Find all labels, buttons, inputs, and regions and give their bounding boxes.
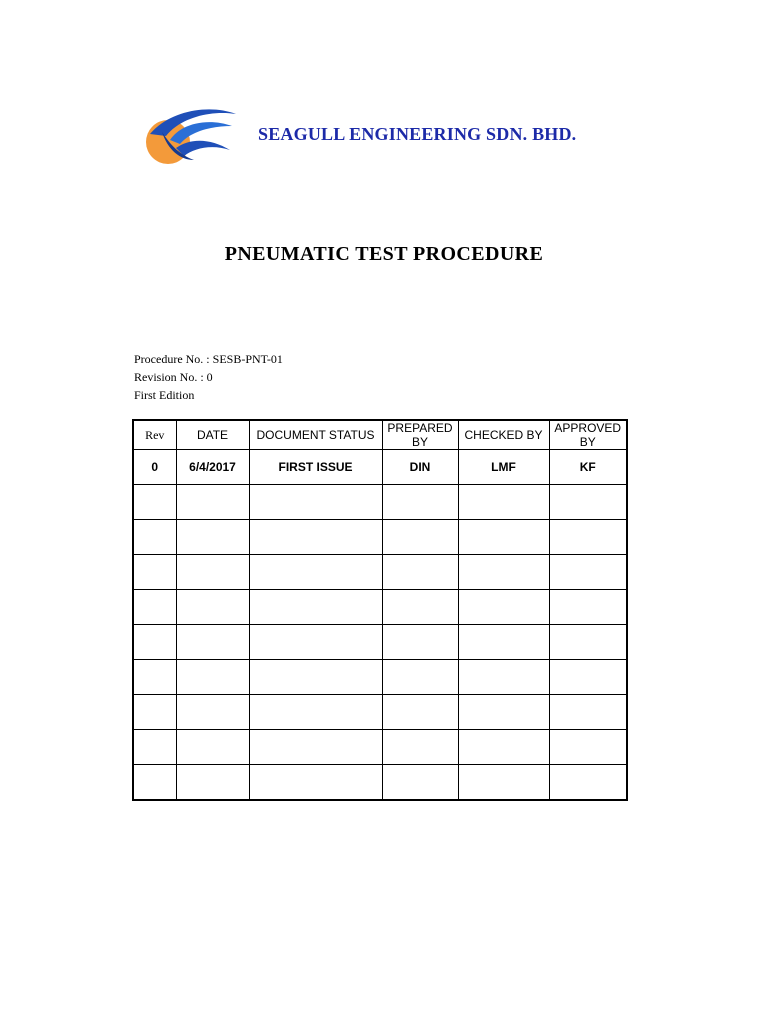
table-cell [382,485,458,520]
table-row [133,660,627,695]
table-row [133,555,627,590]
table-cell [133,695,176,730]
table-cell [549,625,627,660]
column-header: APPROVED BY [549,420,627,450]
table-cell [549,660,627,695]
table-cell [133,520,176,555]
table-cell: KF [549,450,627,485]
column-header: PREPARED BY [382,420,458,450]
table-cell [249,765,382,801]
table-cell [176,660,249,695]
table-cell [249,730,382,765]
table-cell [249,625,382,660]
table-cell [133,730,176,765]
procedure-number: Procedure No. : SESB-PNT-01 [134,352,283,366]
table-cell [176,695,249,730]
table-cell: 0 [133,450,176,485]
table-cell [176,590,249,625]
table-cell [458,695,549,730]
table-cell [249,485,382,520]
table-row [133,485,627,520]
edition: First Edition [134,388,195,402]
column-header: CHECKED BY [458,420,549,450]
table-cell [382,660,458,695]
table-cell [176,520,249,555]
table-cell [176,730,249,765]
column-header: DATE [176,420,249,450]
company-logo [140,104,240,168]
table-cell [176,485,249,520]
table-cell [133,555,176,590]
revision-table [132,419,628,801]
table-cell [176,625,249,660]
table-cell [133,590,176,625]
table-cell: DIN [382,450,458,485]
table-cell [249,590,382,625]
column-header: Rev [133,420,176,450]
table-cell [382,590,458,625]
table-cell [458,520,549,555]
table-cell [549,730,627,765]
table-cell [382,555,458,590]
table-row [133,625,627,660]
table-cell [133,765,176,801]
table-cell [382,625,458,660]
table-cell [133,485,176,520]
column-header: DOCUMENT STATUS [249,420,382,450]
revision-table-body [133,450,627,801]
table-cell: LMF [458,450,549,485]
table-cell [549,765,627,801]
table-row [133,730,627,765]
table-cell: FIRST ISSUE [249,450,382,485]
table-cell [382,695,458,730]
table-cell [249,520,382,555]
table-cell [249,695,382,730]
table-header-row [133,420,627,450]
table-row [133,765,627,801]
table-cell [382,730,458,765]
table-cell [249,555,382,590]
table-cell [458,555,549,590]
table-cell [382,520,458,555]
table-cell [549,555,627,590]
table-row [133,520,627,555]
table-cell [549,520,627,555]
table-row [133,590,627,625]
table-cell [458,660,549,695]
company-name: SEAGULL ENGINEERING SDN. BHD. [258,124,577,144]
revision-number: Revision No. : 0 [134,370,213,384]
table-cell [458,625,549,660]
table-cell [249,660,382,695]
table-cell [458,485,549,520]
table-cell [133,625,176,660]
document-title: PNEUMATIC TEST PROCEDURE [224,243,544,265]
table-cell [176,555,249,590]
table-row [133,450,627,485]
table-cell [458,590,549,625]
table-row [133,695,627,730]
table-cell [549,590,627,625]
table-cell [549,695,627,730]
table-cell: 6/4/2017 [176,450,249,485]
table-cell [176,765,249,801]
table-cell [382,765,458,801]
table-cell [549,485,627,520]
document-meta [134,350,283,404]
table-cell [458,730,549,765]
table-cell [458,765,549,801]
table-cell [133,660,176,695]
